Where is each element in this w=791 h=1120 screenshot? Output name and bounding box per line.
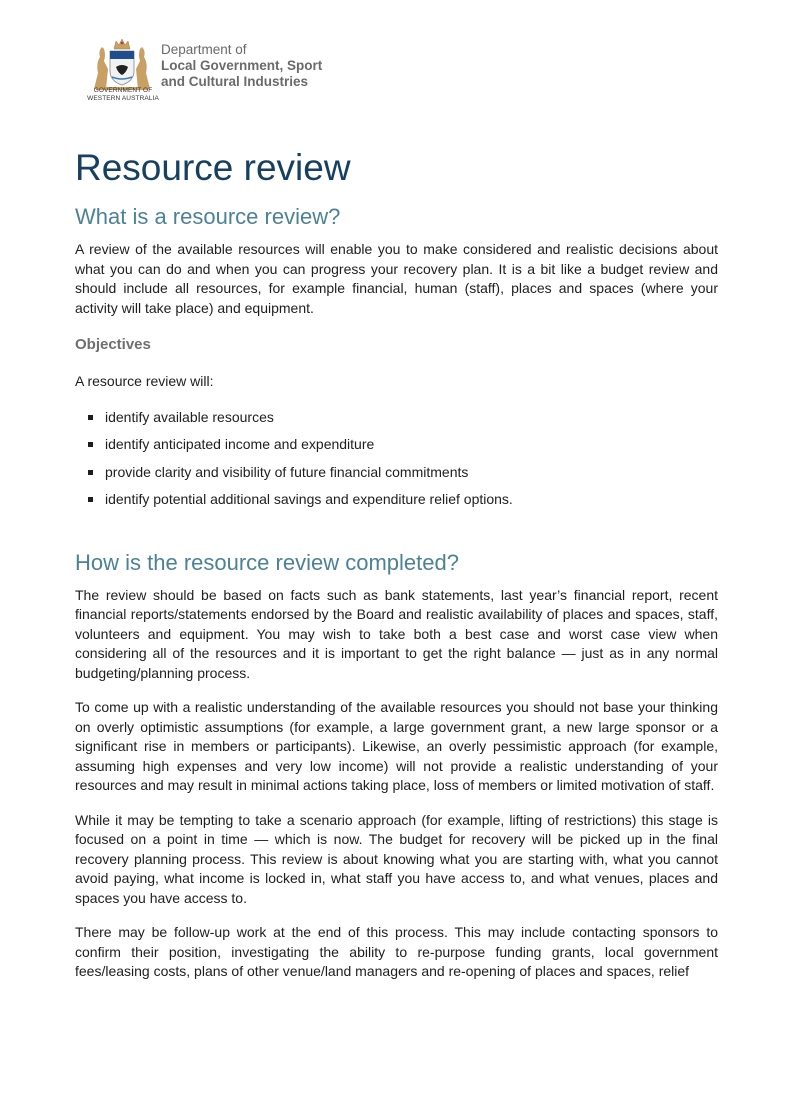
bullet-icon <box>88 442 93 447</box>
list-item: provide clarity and visibility of future financial commitments <box>75 463 718 483</box>
objectives-intro: A resource review will: <box>75 373 214 389</box>
government-label: GOVERNMENT OF WESTERN AUSTRALIA <box>87 87 159 102</box>
department-name: Department of Local Government, Sport and Cultural Industries <box>161 42 323 89</box>
objectives-list <box>75 408 718 510</box>
bullet-icon <box>88 470 93 475</box>
document-body <box>75 146 718 982</box>
section-heading-what: What is a resource review? <box>75 204 341 229</box>
bullet-icon <box>88 497 93 502</box>
section-paragraph: The review should be based on facts such as bank statements, last year’s financial report, recent financial reports/statements endorsed by the Board and realistic availability of places and spaces, staff, volunteers and equipment. You may wish to take both a best case and worst case view when considering all of the resources and it is important to get the right balance — just as in any normal budgeting/planning process. <box>75 586 718 681</box>
section-heading-how: How is the resource review completed? <box>75 549 459 575</box>
wa-government-crest-icon <box>86 33 158 91</box>
objectives-heading: Objectives <box>75 336 151 353</box>
section-paragraph: While it may be tempting to take a scenario approach (for example, lifting of restrictions) this stage is focused on a point in time — which is now. The budget for recovery will be picked up in the final recovery planning process. This review is about knowing what you are starting with, what you cannot avoid paying, what income is locked in, what staff you have access to, and what venues, places and spaces you have access to. <box>75 811 718 906</box>
list-item: identify potential additional savings and expenditure relief options. <box>75 490 718 510</box>
list-item: identify anticipated income and expenditure <box>75 435 718 455</box>
section-paragraph: There may be follow-up work at the end of this process. This may include contacting sponsors to confirm their position, investigating the ability to re-purpose funding grants, local government fees/leasing costs, plans of other venue/land managers and re-opening of places and spaces, relief <box>75 924 718 979</box>
section-paragraph: To come up with a realistic understanding of the available resources you should not base your thinking on overly optimistic assumptions (for example, a large government grant, a new large sponsor or a significant rise in members or participants). Likewise, an overly pessimistic approach (for example, assuming high expenses and very low income) will not provide a realistic understanding of your resources and may result in minimal actions taking place, loss of members or limited motivation of staff. <box>75 699 718 793</box>
letterhead <box>86 33 346 105</box>
page-title: Resource review <box>75 147 351 188</box>
list-item: identify available resources <box>75 408 718 428</box>
bullet-icon <box>88 415 93 420</box>
section-paragraph: A review of the available resources will enable you to make considered and realistic decisions about what you can do and when you can progress your recovery plan. It is a bit like a budget review and should include all resources, for example financial, human (staff), places and spaces (where your activity will take place) and equipment. <box>75 241 718 316</box>
